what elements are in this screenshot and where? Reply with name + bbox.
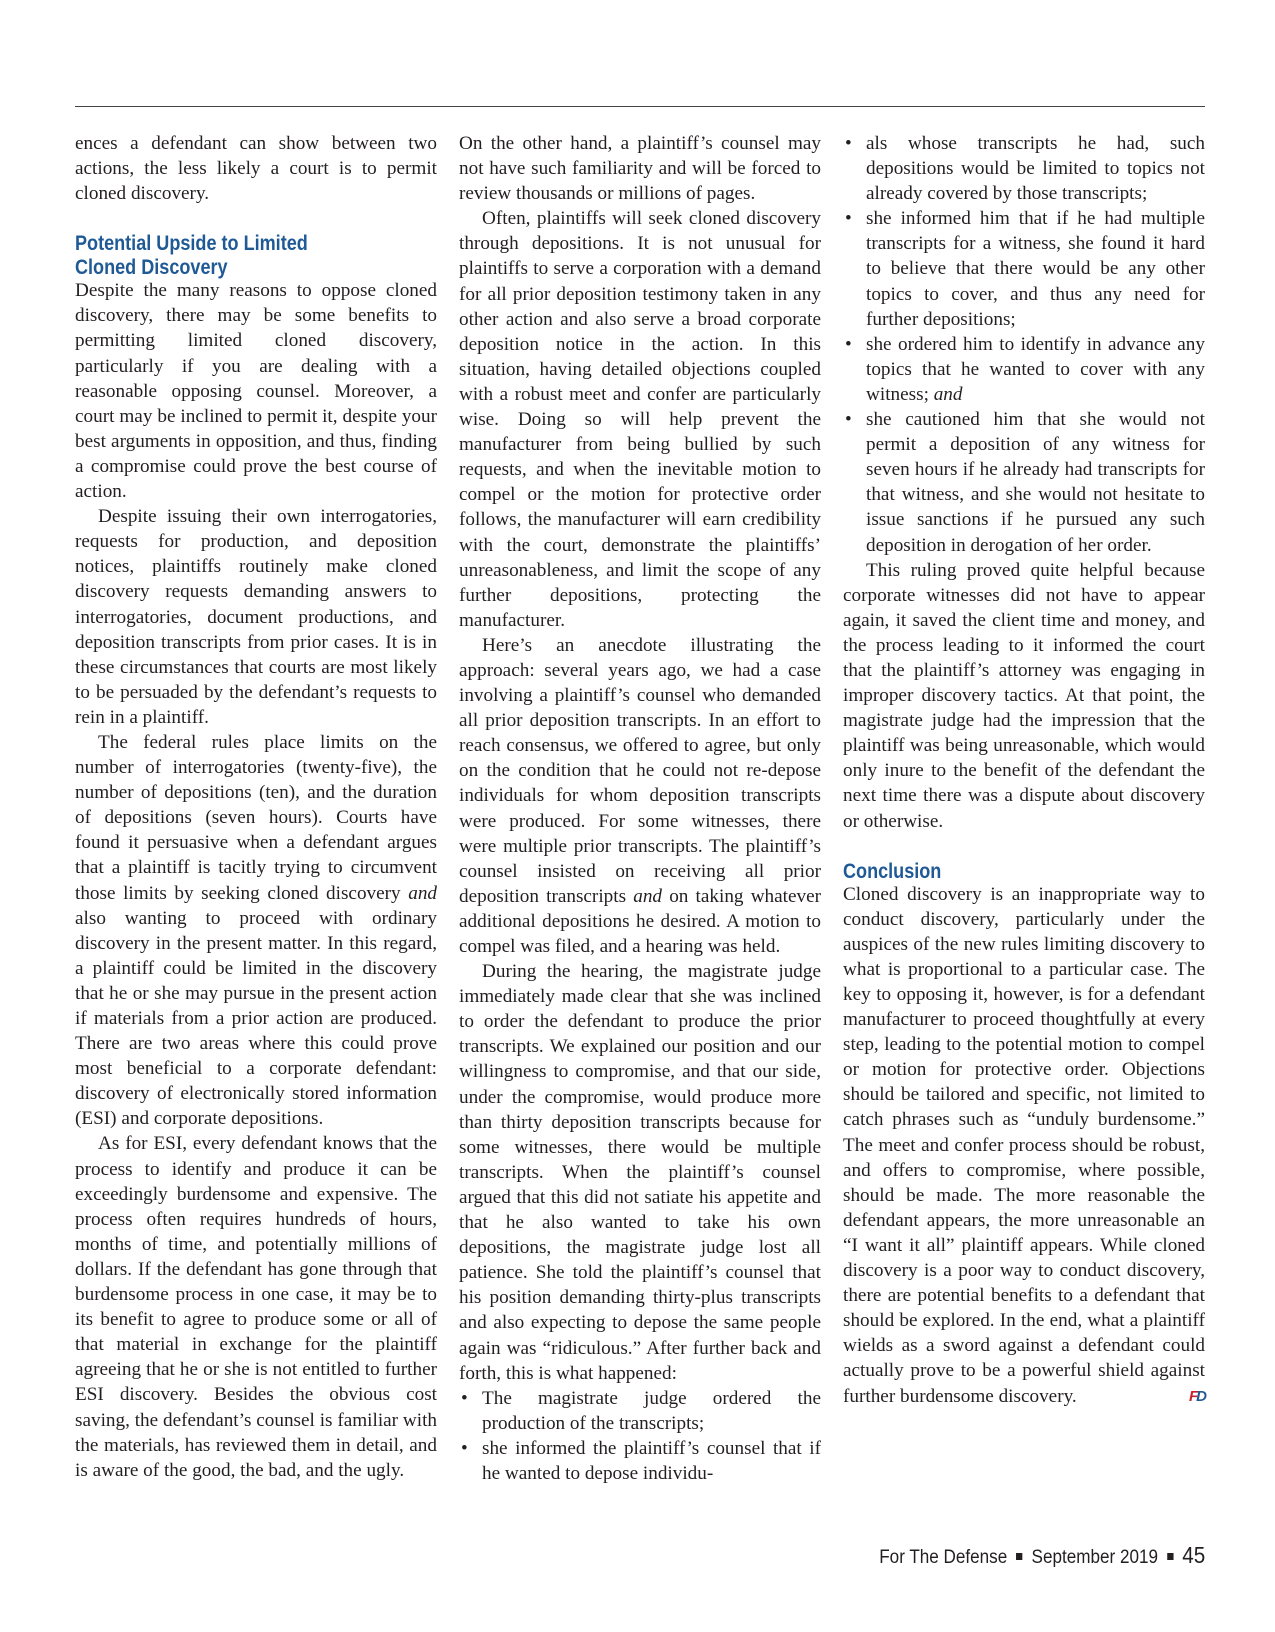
emphasis: and xyxy=(933,383,963,405)
emphasis: and xyxy=(633,885,663,907)
bullet-item: • she cautioned him that she would not permit a deposition of any witness for seven hours if he already had transcripts for that witness, and she would not hesitate to issue sanctions if he pursued any such deposition in derogation of her order. xyxy=(843,407,1205,558)
bullet-item: • she informed the plaintiff’s counsel that if he wanted to depose individu- xyxy=(459,1436,821,1486)
bullet-item-continuation xyxy=(843,131,1205,206)
paragraph-text: also wanting to proceed with ordinary discovery in the present matter. In this regard, a plaintiff could be limited in the discovery that he or she may pursue in the present action if materials from a prior action are produced. There are two areas where this could prove most beneficial to a corporate defendant: discovery of electronically stored information (ESI) and corporate depositions. xyxy=(75,907,437,1130)
paragraph-text: on taking whatever additional depositions he desired. A motion to compel was filed, and a hearing was held. xyxy=(459,885,822,957)
bullet-text: als whose transcripts he had, such depositions would be limited to topics not already covered by those transcripts; xyxy=(866,133,1205,205)
bullet-list-continued xyxy=(843,131,1205,558)
paragraph: This ruling proved quite helpful because corporate witnesses did not have to appear again, it saved the client time and money, and the process leading to it informed the court that the plaintiff’s attorney was engaging in improper discovery tactics. At that point, the magistrate judge had the impression that the plaintiff was being unreasonable, which would only inure to the benefit of the defendant the next time there was a dispute about discovery or otherwise. xyxy=(843,559,1205,832)
top-rule xyxy=(75,106,1205,107)
separator-square xyxy=(1016,1553,1022,1560)
paragraph: Often, plaintiffs will seek cloned discovery through depositions. It is not unusual for plaintiffs to serve a corporation with a demand for all prior deposition testimony taken in any other action and also serve a broad corporate deposition notice in the action. In this situation, having detailed objections coupled with a robust meet and confer are particularly wise. Doing so will help prevent the manufacturer from being bullied by such requests, and when the inevitable motion to compel or the motion for protective order follows, the manufacturer will earn credibility with the court, demonstrate the plaintiffs’ unreasonableness, and limit the scope of any further depositions, protecting the manufacturer. xyxy=(459,208,821,631)
issue-date: September 2019 xyxy=(1031,1547,1158,1568)
section-heading xyxy=(75,232,436,280)
paragraph: During the hearing, the magistrate judge immediately made clear that she was inclined to order the defendant to produce the prior transcripts. We explained our position and our willingness to compromise, and that our side, under the compromise, would produce more than thirty deposition transcripts because for some witnesses, there would be multiple transcripts. When the plaintiff’s counsel argued that this did not satiate his appetite and that he also wanted to take his own depositions, the magistrate judge lost all patience. She told the plaintiff’s counsel that his position demanding thirty-plus transcripts and also expecting to depose the same people again was “ridiculous.” After further back and forth, this is what happened: xyxy=(459,961,821,1384)
bullet-item: • she informed him that if he had multiple transcripts for a witness, she found it hard to believe that there would be any other topics to cover, and thus any need for further depositions; xyxy=(843,206,1205,331)
paragraph-text: Here’s an anecdote illustrating the approach: several years ago, we had a case involving a plaintiff’s counsel who demanded all prior deposition transcripts. In an effort to reach consensus, we offered to agree, but only on the condition that he could not re-depose individuals for whom deposition transcripts were produced. For some witnesses, there were multiple prior transcripts. The plaintiff’s counsel insisted on receiving all prior deposition transcripts xyxy=(459,634,821,907)
section-heading-line-1: Potential Upside to Limited xyxy=(75,232,308,256)
page-footer xyxy=(843,1542,1205,1569)
section-heading: Conclusion xyxy=(843,859,942,883)
paragraph xyxy=(843,882,1205,1409)
end-mark-logo xyxy=(1189,1384,1205,1409)
column-3 xyxy=(843,131,1205,1409)
bullet-text: she ordered him to identify in advance any topics that he wanted to cover with any witness; xyxy=(866,333,1205,405)
bullet-list xyxy=(459,1386,821,1486)
column-1 xyxy=(75,131,437,1483)
paragraph xyxy=(75,730,437,1132)
separator-square xyxy=(1167,1553,1173,1560)
paragraph: Despite issuing their own interrogatories, requests for production, and deposition notices, plaintiffs routinely make cloned discovery requests demanding answers to interrogatories, document productions, and deposition transcripts from prior cases. It is in these circumstances that courts are most likely to be persuaded by the defendant’s requests to rein in a plaintiff. xyxy=(75,506,437,728)
bullet-item xyxy=(843,332,1205,407)
end-mark-f: F xyxy=(1188,1387,1197,1405)
paragraph-text: The federal rules place limits on the number of interrogatories (twenty-five), the number of depositions (ten), and the duration of depositions (seven hours). Courts have found it persuasive when a defendant argues that a plaintiff is tacitly trying to circumvent those limits by seeking cloned discovery xyxy=(75,731,437,904)
column-2 xyxy=(459,131,821,1486)
emphasis: and xyxy=(408,882,437,904)
paragraph: As for ESI, every defendant knows that the process to identify and produce it can be exceedingly burdensome and expensive. The process often requires hundreds of hours, months of time, and potentially millions of dollars. If the defendant has gone through that burdensome process in one case, it may be to its benefit to agree to produce some or all of that material in exchange for the plaintiff agreeing that he or she is not entitled to further ESI discovery. Besides the obvious cost saving, the defendant’s counsel is familiar with the materials, has reviewed them in detail, and is aware of the good, the bad, and the ugly. xyxy=(75,1133,437,1481)
paragraph: ences a defendant can show between two actions, the less likely a court is to permit cloned discovery. xyxy=(75,133,437,205)
publication-title: For The Defense xyxy=(878,1547,1007,1568)
page-number: 45 xyxy=(1181,1542,1205,1568)
paragraph xyxy=(459,633,821,959)
bullet-item: • The magistrate judge ordered the production of the transcripts; xyxy=(459,1386,821,1436)
end-mark-d: D xyxy=(1196,1387,1205,1405)
section-heading-line-2: Cloned Discovery xyxy=(75,256,228,280)
paragraph: On the other hand, a plaintiff’s counsel may not have such familiarity and will be forced to review thousands or millions of pages. xyxy=(459,133,821,205)
paragraph-text: Cloned discovery is an inappropriate way to conduct discovery, particularly under the auspices of the new rules limiting discovery to what is proportional to a particular case. The key to opposing it, however, is for a defendant manufacturer to proceed thoughtfully at every step, leading to the potential motion to compel or motion for protective order. Objections should be tailored and specific, not limited to catch phrases such as “unduly burdensome.” The meet and confer process should be robust, and offers to compromise, where possible, should be made. The more reasonable the defendant appears, the more unreasonable an “I want it all” plaintiff appears. While cloned discovery is a poor way to conduct discovery, there are potential benefits to a defendant that should be explored. In the end, what a plaintiff wields as a sword against a defendant could actually prove to be a powerful shield against further burdensome discovery. xyxy=(843,883,1205,1407)
paragraph: Despite the many reasons to oppose cloned discovery, there may be some benefits to permitting limited cloned discovery, particularly if you are dealing with a reasonable opposing counsel. Moreover, a court may be inclined to permit it, despite your best arguments in opposition, and thus, finding a compromise could prove the best course of action. xyxy=(75,280,437,503)
